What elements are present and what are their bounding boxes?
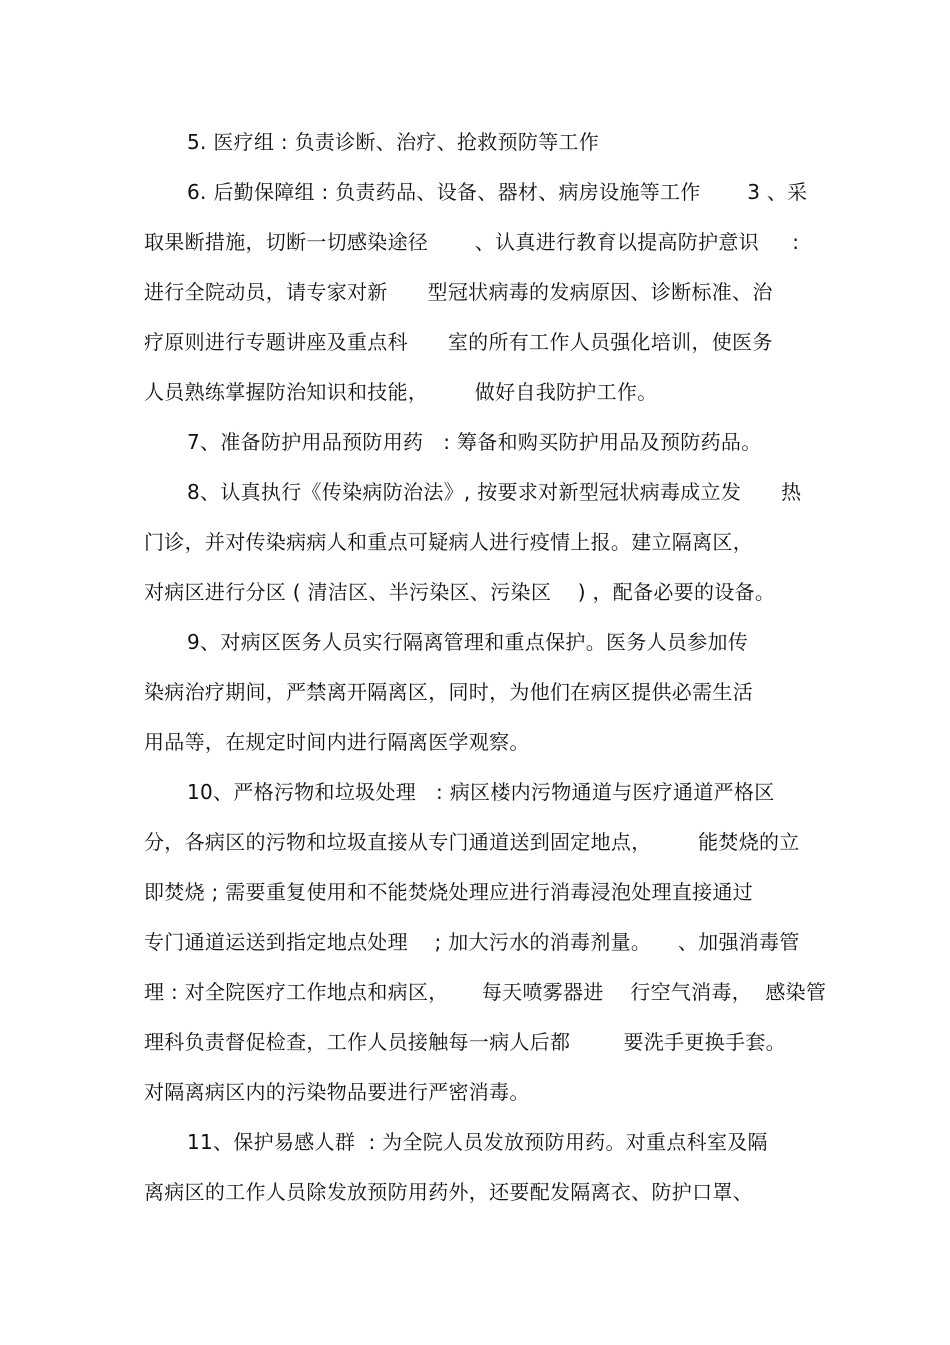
text-line: 对病区进行分区 ( 清洁区、半污染区、污染区 ) ，配备必要的设备。 [144,580,776,604]
text-line: 理科负责督促检查，工作人员接触每一病人后都 要洗手更换手套。 [144,1030,786,1054]
text-line: 用品等，在规定时间内进行隔离医学观察。 [144,730,530,754]
text-line: 人员熟练掌握防治知识和技能， 做好自我防护工作。 [144,380,658,404]
text-line: 理 : 对全院医疗工作地点和病区， 每天喷雾器进 行空气消毒， 感染管 [144,980,827,1004]
text-line: 专门通道运送到指定地点处理 ; 加大污水的消毒剂量。 、加强消毒管 [144,930,800,954]
text-line: 9、对病区医务人员实行隔离管理和重点保护。医务人员参加传 [187,630,749,654]
text-line: 进行全院动员，请专家对新 型冠状病毒的发病原因、诊断标准、治 [144,280,773,304]
text-line: 11、保护易感人群 : 为全院人员发放预防用药。对重点科室及隔 [187,1130,768,1154]
text-line: 7、准备防护用品预防用药 : 筹备和购买防护用品及预防药品。 [187,430,762,454]
text-line: 染病治疗期间，严禁离开隔离区，同时，为他们在病区提供必需生活 [144,680,753,704]
text-line: 取果断措施，切断一切感染途径 、认真进行教育以提高防护意识 : [144,230,800,254]
text-line: 对隔离病区内的污染物品要进行严密消毒。 [144,1080,530,1104]
text-line: 门诊，并对传染病病人和重点可疑病人进行疫情上报。建立隔离区， [144,530,753,554]
text-line: 8、认真执行《传染病防治法》, 按要求对新型冠状病毒成立发 热 [187,480,802,504]
text-line: 离病区的工作人员除发放预防用药外，还要配发隔离衣、防护口罩、 [144,1180,753,1204]
text-line: 即焚烧 ; 需要重复使用和不能焚烧处理应进行消毒浸泡处理直接通过 [144,880,754,904]
text-line: 分，各病区的污物和垃圾直接从专门通道送到固定地点， 能焚烧的立 [144,830,800,854]
text-line: 6. 后勤保障组 : 负责药品、设备、器材、病房设施等工作 3 、采 [187,180,808,204]
text-line: 疗原则进行专题讲座及重点科 室的所有工作人员强化培训，使医务 [144,330,773,354]
text-line: 10、严格污物和垃圾处理 : 病区楼内污物通道与医疗通道严格区 [187,780,775,804]
text-line: 5. 医疗组 : 负责诊断、治疗、抢救预防等工作 [187,130,600,154]
